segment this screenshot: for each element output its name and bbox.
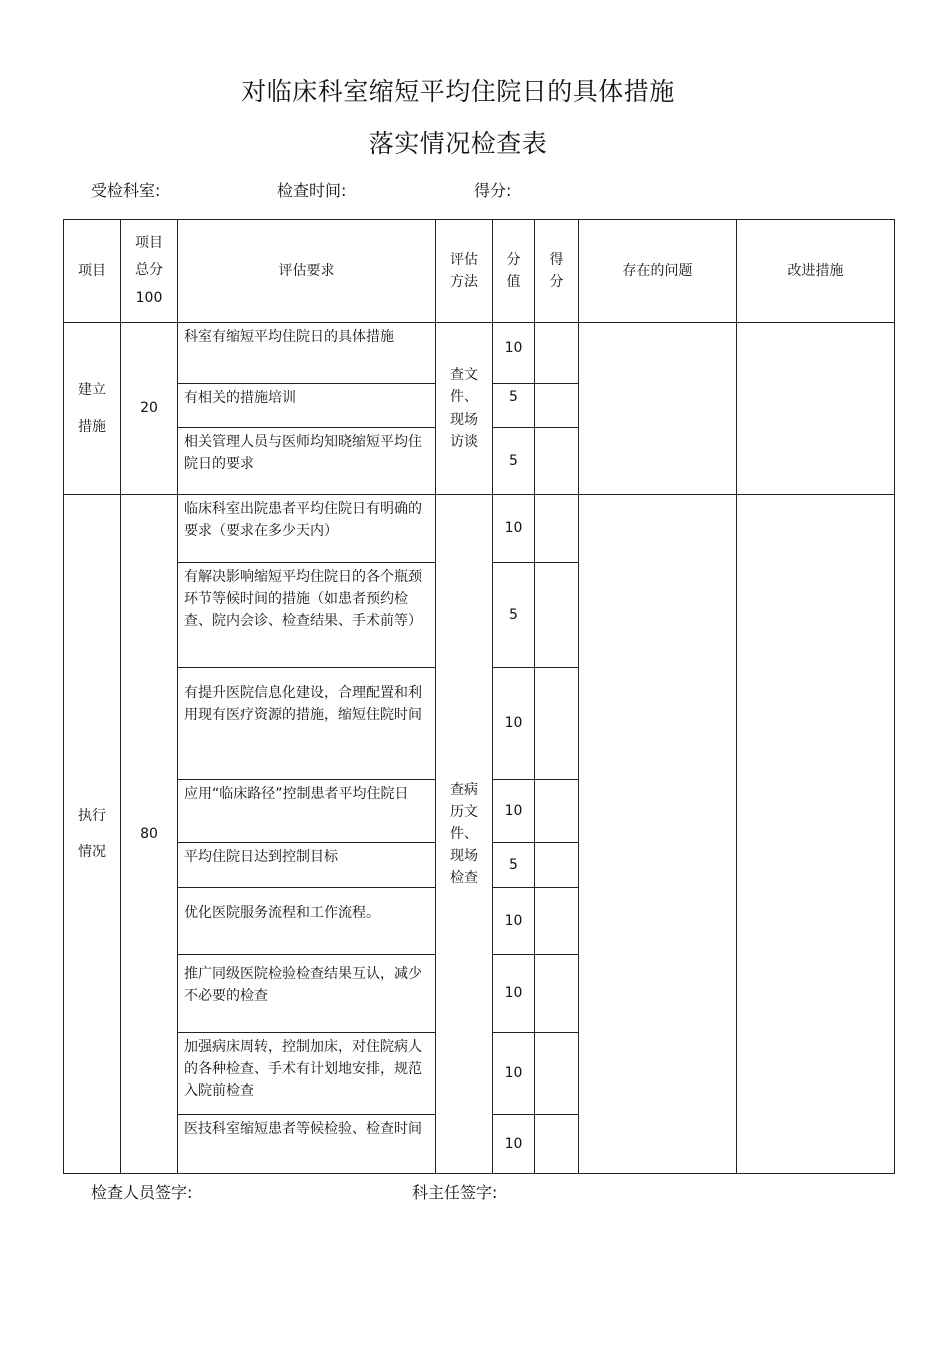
header-total: 项目 总分 100: [121, 220, 178, 323]
requirement-cell: 相关管理人员与医师均知晓缩短平均住院日的要求: [178, 428, 436, 495]
score-cell[interactable]: [535, 428, 579, 495]
score-cell[interactable]: [535, 843, 579, 888]
section-name: 执行 情况: [64, 495, 121, 1174]
section-total: 20: [121, 323, 178, 495]
score-cell[interactable]: [535, 668, 579, 780]
header-score: 得 分: [535, 220, 579, 323]
requirement-cell: 应用“临床路径”控制患者平均住院日: [178, 780, 436, 843]
score-cell[interactable]: [535, 1033, 579, 1115]
score-cell[interactable]: [535, 384, 579, 428]
improvements-cell[interactable]: [737, 495, 895, 1174]
requirement-cell: 推广同级医院检验检查结果互认，减少不必要的检查: [178, 955, 436, 1033]
section-method: 查文 件、 现场 访谈: [436, 323, 493, 495]
section-method: 查病 历文 件、 现场 检查: [436, 495, 493, 1174]
requirement-cell: 有相关的措施培训: [178, 384, 436, 428]
score-cell[interactable]: [535, 1115, 579, 1174]
table-row: [64, 323, 895, 384]
points-cell: 10: [493, 668, 535, 780]
problems-cell[interactable]: [579, 323, 737, 495]
requirement-cell: 有解决影响缩短平均住院日的各个瓶颈环节等候时间的措施（如患者预约检查、院内会诊、检查结果、手术前等）: [178, 563, 436, 668]
points-cell: 10: [493, 323, 535, 384]
points-cell: 5: [493, 563, 535, 668]
page-subtitle: 落实情况检查表: [368, 129, 548, 158]
score-cell[interactable]: [535, 563, 579, 668]
inspector-signature-label: 检查人员签字:: [91, 1183, 193, 1202]
points-cell: 5: [493, 428, 535, 495]
time-label: 检查时间:: [277, 181, 347, 200]
table-row: [64, 495, 895, 563]
page-title: 对临床科室缩短平均住院日的具体措施: [241, 77, 675, 106]
header-row: [64, 220, 895, 323]
header-problems: 存在的问题: [579, 220, 737, 323]
points-cell: 10: [493, 780, 535, 843]
dept-label: 受检科室:: [91, 181, 161, 200]
score-label: 得分:: [474, 181, 512, 200]
requirement-cell: 优化医院服务流程和工作流程。: [178, 888, 436, 955]
points-cell: 10: [493, 955, 535, 1033]
improvements-cell[interactable]: [737, 323, 895, 495]
score-cell[interactable]: [535, 955, 579, 1033]
requirement-cell: 科室有缩短平均住院日的具体措施: [178, 323, 436, 384]
requirement-cell: 有提升医院信息化建设，合理配置和利用现有医疗资源的措施，缩短住院时间: [178, 668, 436, 780]
score-cell[interactable]: [535, 495, 579, 563]
score-cell[interactable]: [535, 780, 579, 843]
requirement-cell: 加强病床周转，控制加床，对住院病人的各种检查、手术有计划地安排，规范入院前检查: [178, 1033, 436, 1115]
header-requirement: 评估要求: [178, 220, 436, 323]
section-total: 80: [121, 495, 178, 1174]
score-cell[interactable]: [535, 323, 579, 384]
requirement-cell: 医技科室缩短患者等候检验、检查时间: [178, 1115, 436, 1174]
points-cell: 10: [493, 495, 535, 563]
header-points: 分 值: [493, 220, 535, 323]
points-cell: 10: [493, 1033, 535, 1115]
problems-cell[interactable]: [579, 495, 737, 1174]
requirement-cell: 临床科室出院患者平均住院日有明确的要求（要求在多少天内）: [178, 495, 436, 563]
header-item: 项目: [64, 220, 121, 323]
header-method: 评估 方法: [436, 220, 493, 323]
points-cell: 5: [493, 843, 535, 888]
score-cell[interactable]: [535, 888, 579, 955]
section-name: 建立 措施: [64, 323, 121, 495]
points-cell: 10: [493, 1115, 535, 1174]
inspection-table: [63, 219, 895, 1174]
director-signature-label: 科主任签字:: [412, 1183, 498, 1202]
points-cell: 5: [493, 384, 535, 428]
requirement-cell: 平均住院日达到控制目标: [178, 843, 436, 888]
header-improvements: 改进措施: [737, 220, 895, 323]
points-cell: 10: [493, 888, 535, 955]
